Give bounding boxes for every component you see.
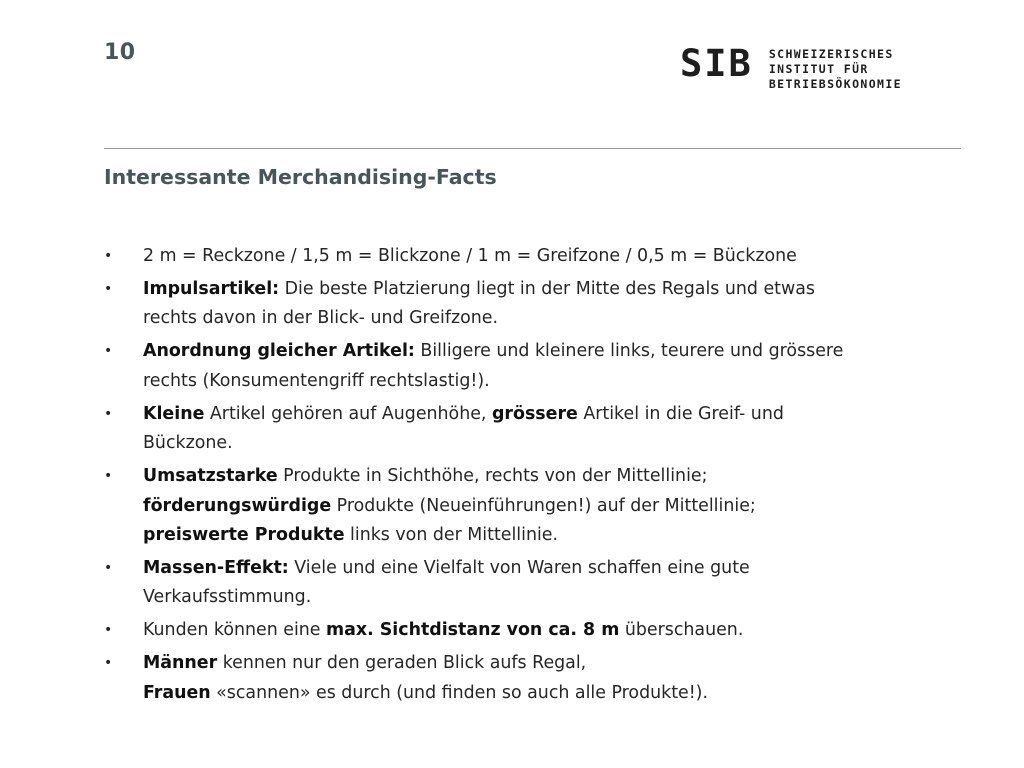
bullet-text: Produkte (Neueinführungen!) auf der Mittellinie; [331, 495, 756, 516]
bullet-emphasis: förderungswürdige [143, 495, 332, 516]
bullet-line [143, 400, 954, 429]
bullet-line [143, 242, 954, 271]
bullet-line [143, 275, 954, 304]
bullet-text: überschauen. [619, 620, 744, 641]
bullet-line [143, 616, 954, 645]
bullet-item [104, 462, 954, 550]
bullet-line [143, 554, 954, 583]
bullet-text: Bückzone. [143, 433, 233, 454]
bullet-marker: • [104, 343, 113, 360]
bullet-line [143, 429, 954, 458]
bullet-item [104, 242, 954, 271]
bullet-emphasis: Frauen [143, 682, 211, 703]
logo-line: SCHWEIZERISCHES [768, 47, 894, 61]
bullet-line [143, 367, 954, 396]
bullet-text: rechts davon in der Blick- und Greifzone. [143, 308, 498, 329]
bullet-marker: • [104, 281, 113, 297]
bullet-item [104, 554, 954, 613]
bullet-line [143, 679, 954, 708]
bullet-text: 2 m = Reckzone / 1,5 m = Blickzone / 1 m = Greifzone / 0,5 m = Bückzone [143, 246, 797, 266]
bullet-marker: • [104, 560, 113, 577]
bullet-line [143, 649, 954, 678]
bullet-line [143, 304, 954, 333]
bullet-text: rechts (Konsumentengriff rechtslastig!). [143, 370, 490, 391]
bullet-text: Artikel in die Greif- und [577, 403, 784, 424]
bullet-list [104, 242, 954, 712]
page-number: 10 [104, 40, 136, 65]
bullet-emphasis: grössere [491, 403, 578, 424]
bullet-text: «scannen» es durch (und finden so auch alle Produkte!). [210, 682, 708, 703]
logo-line: INSTITUT FÜR [768, 62, 869, 76]
bullet-line [143, 583, 954, 612]
bullet-emphasis: Impulsartikel: [143, 279, 280, 299]
bullet-item [104, 400, 954, 459]
logo-line: BETRIEBSÖKONOMIE [768, 77, 903, 91]
bullet-line [143, 492, 954, 521]
bullet-line [143, 337, 954, 366]
bullet-emphasis: Anordnung gleicher Artikel: [143, 341, 415, 362]
bullet-text: Billigere und kleinere links, teurere und grössere [414, 341, 844, 362]
bullet-marker: • [104, 405, 113, 422]
bullet-text: kennen nur den geraden Blick aufs Regal, [217, 653, 587, 674]
bullet-emphasis: max. Sichtdistanz von ca. 8 m [326, 620, 620, 641]
bullet-emphasis: Massen-Effekt: [143, 558, 289, 579]
bullet-line [143, 521, 954, 550]
bullet-item [104, 275, 954, 334]
bullet-item [104, 616, 954, 645]
bullet-item [104, 649, 954, 708]
bullet-item [104, 337, 954, 396]
bullet-text: Artikel gehören auf Augenhöhe, [204, 403, 492, 424]
bullet-marker: • [104, 655, 113, 672]
bullet-emphasis: Kleine [143, 403, 205, 424]
bullet-emphasis: Männer [143, 653, 218, 674]
bullet-marker: • [104, 468, 113, 485]
bullet-text: Viele und eine Vielfalt von Waren schaffen eine gute [288, 558, 750, 579]
sib-logo [680, 44, 902, 92]
bullet-line [143, 462, 954, 491]
bullet-emphasis: preiswerte Produkte [143, 525, 345, 546]
header-divider [104, 148, 961, 149]
logo-mark: SIB [680, 42, 753, 85]
bullet-text: Die beste Platzierung liegt in der Mitte des Regals und etwas [279, 279, 815, 299]
bullet-text: Kunden können eine [143, 620, 327, 641]
slide-title: Interessante Merchandising-Facts [104, 165, 497, 189]
bullet-marker: • [104, 248, 113, 264]
bullet-emphasis: Umsatzstarke [143, 466, 278, 487]
logo-institution-name [769, 47, 902, 92]
bullet-text: links von der Mittellinie. [344, 525, 559, 546]
bullet-text: Produkte in Sichthöhe, rechts von der Mittellinie; [277, 466, 708, 487]
bullet-text: Verkaufsstimmung. [143, 587, 312, 608]
bullet-marker: • [104, 622, 113, 639]
